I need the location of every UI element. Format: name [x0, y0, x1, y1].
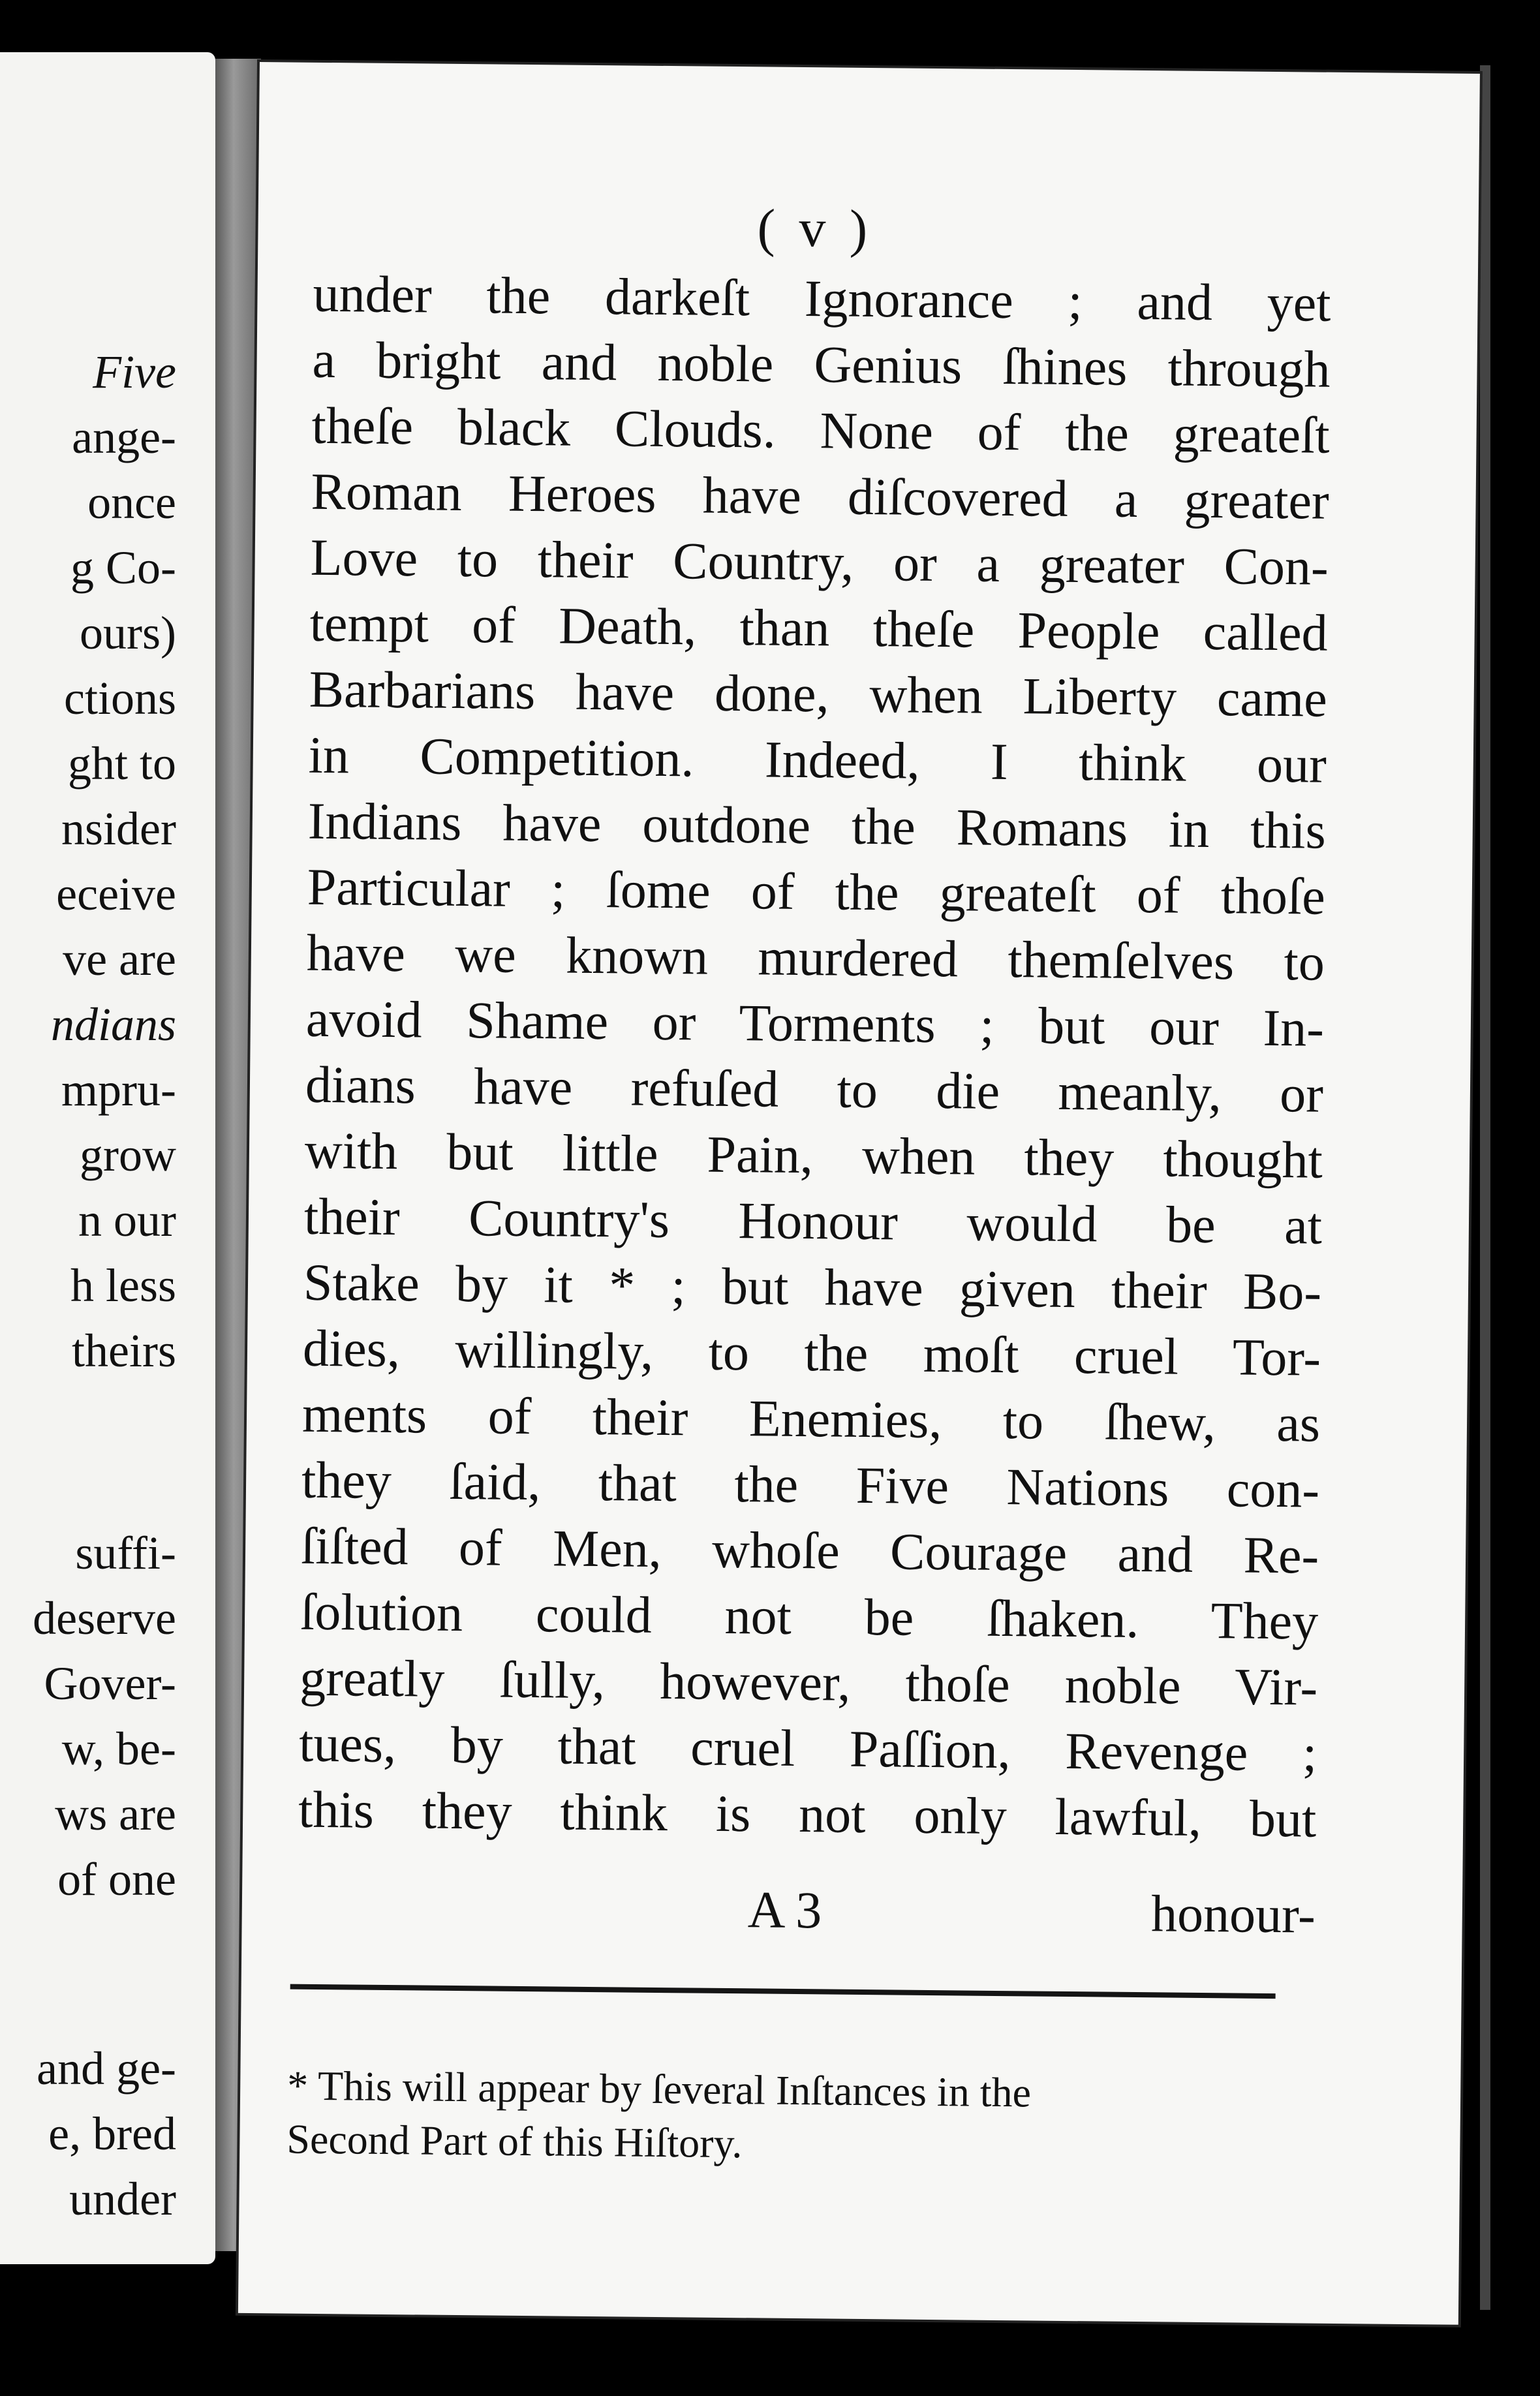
body-text	[298, 262, 1331, 1853]
text-line: Barbarians have done, when Liberty came	[309, 660, 1328, 728]
text-line: ſiſted of Men, whoſe Courage and Re-	[300, 1517, 1319, 1585]
text-line: their Country's Honour would be at	[303, 1188, 1323, 1255]
left-line: w, be-	[61, 1723, 176, 1775]
left-line: under	[69, 2173, 176, 2225]
left-line: h less	[70, 1259, 176, 1312]
text-line: theſe black Clouds. None of the greateſt	[311, 397, 1330, 465]
left-line: deserve	[33, 1592, 176, 1644]
page-number: ( v )	[757, 198, 873, 259]
left-line: ws are	[55, 1788, 176, 1840]
text-line: dies, willingly, to the moſt cruel Tor-	[302, 1319, 1321, 1387]
text-line: have we known murdered themſelves to	[306, 924, 1325, 992]
text-line: Roman Heroes have diſcovered a greater	[311, 463, 1330, 530]
text-line: Stake by it * ; but have given their Bo-	[303, 1253, 1322, 1321]
right-page	[238, 62, 1480, 2325]
left-line: theirs	[72, 1325, 176, 1377]
left-line: ange-	[72, 411, 176, 463]
left-line: ght to	[67, 737, 176, 790]
left-line: mpru-	[61, 1064, 176, 1116]
left-line: eceive	[56, 868, 176, 920]
text-line: they ſaid, that the Five Nations con-	[301, 1451, 1320, 1519]
left-line: of one	[57, 1853, 176, 1905]
left-line: Five	[93, 346, 176, 398]
text-line: Particular ; ſome of the greateſt of thoſe	[307, 858, 1326, 926]
text-line: with but little Pain, when they thought	[304, 1122, 1323, 1190]
text-line: greatly ſully, however, thoſe noble Vir-	[299, 1649, 1318, 1717]
text-line: tues, by that cruel Paſſion, Revenge ;	[298, 1715, 1317, 1783]
text-line: in Competition. Indeed, I think our	[308, 726, 1327, 794]
text-line: under the darkeſt Ignorance ; and yet	[313, 265, 1331, 333]
left-line: grow	[80, 1129, 176, 1181]
text-line: avoid Shame or Torments ; but our In-	[305, 990, 1325, 1058]
text-line: Love to their Country, or a greater Con-	[310, 529, 1329, 596]
footnote-rule	[290, 1984, 1276, 1999]
footnote	[286, 2059, 1293, 2176]
left-line: g Co-	[70, 542, 176, 594]
left-line: nsider	[61, 803, 176, 855]
signature-mark: A 3	[747, 1881, 822, 1940]
left-line: ours)	[80, 607, 176, 659]
left-line: ctions	[64, 672, 176, 724]
left-page-text	[33, 339, 176, 2232]
left-line: e, bred	[48, 2108, 176, 2160]
page-footer-line	[298, 1877, 1316, 1944]
text-line: this they think is not only lawful, but	[298, 1781, 1317, 1849]
left-line: ndians	[50, 998, 176, 1051]
text-line: a bright and noble Genius ſhines through	[312, 331, 1331, 399]
left-line: Gover-	[44, 1657, 176, 1710]
left-line: once	[87, 476, 176, 529]
page-edge	[1480, 65, 1490, 2310]
text-line: ſolution could not be ſhaken. They	[300, 1583, 1319, 1651]
left-line: n our	[78, 1194, 176, 1246]
left-line: ve are	[63, 933, 176, 985]
left-page	[0, 52, 215, 2264]
left-line: and ge-	[37, 2042, 176, 2095]
text-line: Indians have outdone the Romans in this	[307, 792, 1327, 860]
footnote-line: * This will appear by ſeveral Inſtances in the	[286, 2062, 1032, 2116]
text-line: ments of their Enemies, to ſhew, as	[301, 1385, 1321, 1453]
text-line: dians have refuſed to die meanly, or	[305, 1056, 1324, 1124]
footnote-line: Second Part of this Hiſtory.	[286, 2115, 743, 2167]
left-line: suffi-	[75, 1527, 176, 1579]
text-line: tempt of Death, than theſe People called	[309, 594, 1329, 662]
catchword: honour-	[1150, 1885, 1316, 1944]
